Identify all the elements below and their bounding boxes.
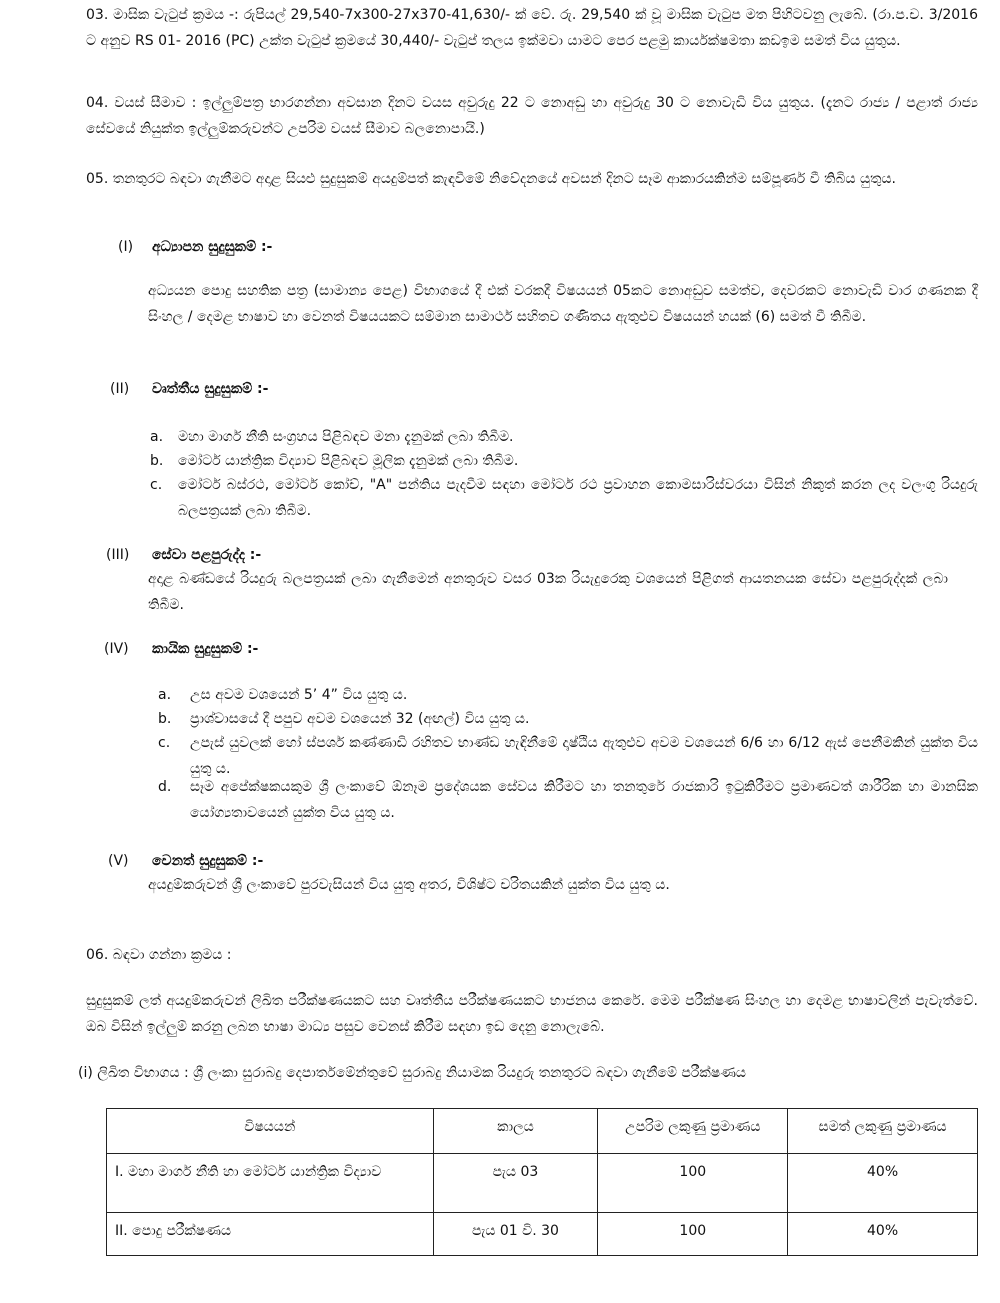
- phys-item-marker: b.: [158, 711, 172, 727]
- voc-item-marker: a.: [150, 429, 164, 445]
- table-header-cell: සමත් ලකුණු ප්‍රමාණය: [788, 1109, 978, 1154]
- table-cell: පැය 03: [433, 1154, 598, 1213]
- edu-text: අධ්‍යයන පොදු සහතික පත්‍ර (සාමාන්‍ය පෙළ) විභාගයේ දී එක් වරකදී විෂයයන් 05කට නොඅඩුව සමත්ව, දෙවරකට නොවැඩි වාර ගණනක දී සිංහල / දෙමළ භාෂාව හා වෙනත් විෂයයකට සම්මාන සාමාර්ථ සහිතව ගණිතය ඇතුළුව විෂයයන් හයක් (6) සමත් වී තිබීම.: [148, 283, 978, 325]
- table-cell: පැය 01 වි. 30: [433, 1213, 598, 1256]
- other-title: වෙනත් සුදුසුකම් :-: [152, 853, 264, 869]
- section-03-salary: 03. මාසික වැටුප් ක්‍රමය -: රුපියල් 29,540-7x300-27x370-41,630/- ක් වේ. රු. 29,540 ක් වූ මාසික වැටුප මත පිහිටවනු ලැබේ. (රා.ප.ච. 3/2016 ට අනුව RS 01- 2016 (PC) උක්ත වැටුප් ක්‍රමයේ 30,440/- වැටුප් තලය ඉක්මවා යාමට පෙර පළමු කාර්යක්ෂමතා කඩඉම සමත් විය යුතුය.: [86, 7, 978, 49]
- table-header-cell: විෂයයන්: [107, 1109, 434, 1154]
- exp-number: (III): [106, 547, 130, 563]
- edu-number: (I): [118, 239, 134, 255]
- phys-item-marker: d.: [158, 779, 172, 795]
- table-cell: I. මහා මාර්ග නීති හා මෝටර් යාන්ත්‍රික විද්‍යාව: [107, 1154, 434, 1213]
- voc-item-text: මෝටර් යාන්ත්‍රික විද්‍යාව පිළිබඳව මූලික දැනුමක් ලබා තිබීම.: [178, 453, 519, 469]
- section-05-qualifications: 05. තනතුරට බඳවා ගැනීමට අදාළ සියළු සුදුසුකම් අයදුම්පත් කැඳවීමේ නිවේදනයේ අවසන් දිනට සෑම ආකාරයකින්ම සම්පූර්ණ වී තිබිය යුතුය.: [86, 171, 897, 187]
- phys-item-text: උස අවම වශයෙන් 5’ 4” විය යුතු ය.: [190, 687, 408, 703]
- section-04-age-limit: 04. වයස් සීමාව : ඉල්ලුම්පත්‍ර භාරගන්නා අවසාන දිනට වයස අවුරුදු 22 ට නොඅඩු හා අවුරුදු 30 ට නොවැඩි විය යුතුය. (දැනට රාජ්‍ය / පළාත් රාජ්‍ය සේවයේ නියුක්ත ඉල්ලුම්කරුවන්ට උපරිම වයස් සීමාව බලනොපායි.): [86, 95, 978, 137]
- other-text: අයදුම්කරුවන් ශ්‍රී ලංකාවේ පුරවැසියන් විය යුතු අතර, විශිෂ්ට චරිතයකින් යුක්ත විය යුතු ය.: [148, 877, 670, 893]
- voc-item-marker: b.: [150, 453, 164, 469]
- table-cell: 100: [598, 1213, 788, 1256]
- table-header-cell: කාලය: [433, 1109, 598, 1154]
- phys-item-text: ප්‍රාශ්වාසයේ දී පපුව අවම වශයෙන් 32 (අඟල්) විය යුතු ය.: [190, 711, 530, 727]
- phys-item-marker: c.: [158, 735, 171, 751]
- voc-item-text: මෝටර් බස්රථ, මෝටර් කෝච්, "A" පන්තිය පැදවීම සඳහා මෝටර් රථ ප්‍රවාහන කොමසාරිස්වරයා විසින් නිකුත් කරන ලද වලංගු රියදුරු බලපත්‍රයක් ලබා තිබීම.: [178, 477, 978, 519]
- table-header-cell: උපරිම ලකුණු ප්‍රමාණය: [598, 1109, 788, 1154]
- table-cell: II. පොදු පරීක්ෂණය: [107, 1213, 434, 1256]
- phys-item-text: සෑම අපේක්ෂකයකුම ශ්‍රී ලංකාවේ ඕනෑම ප්‍රදේශයක සේවය කිරීමට හා තනතුරේ රාජකාරි ඉටුකිරීමට ප්‍රමාණවත් ශාරීරික හා මානසික යෝග්‍යතාවයෙන් යුක්ත විය යුතු ය.: [190, 779, 978, 821]
- table-cell: 40%: [788, 1154, 978, 1213]
- section-06-text: සුදුසුකම් ලත් අයදුම්කරුවන් ලිඛිත පරීක්ෂණයකට සහ වෘත්තීය පරීක්ෂණයකට භාජනය කෙරේ. මෙම පරීක්ෂණ සිංහල හා දෙමළ භාෂාවලින් පැවැත්වේ. ඔබ විසින් ඉල්ලුම් කරනු ලබන භාෂා මාධ්‍ය පසුව වෙනස් කිරීම සඳහා ඉඩ දෙනු නොලැබේ.: [86, 993, 978, 1035]
- phys-number: (IV): [104, 641, 129, 657]
- edu-title: අධ්‍යාපන සුදුසුකම් :-: [152, 239, 273, 255]
- exp-title: සේවා පළපුරුද්ද :-: [152, 547, 262, 563]
- table-cell: 40%: [788, 1213, 978, 1256]
- exam-table: [106, 1108, 978, 1256]
- table-row: [107, 1213, 978, 1256]
- table-header-row: [107, 1109, 978, 1154]
- other-number: (V): [108, 853, 129, 869]
- table-row: [107, 1154, 978, 1213]
- phys-item-text: උපැස් යුවලක් හෝ ස්පර්ශ කණ්ණාඩි රහිතව භාණ්ඩ හැඳිනීමේ දෘෂ්ඨිය ඇතුළුව අවම වශයෙන් 6/6 හා 6/12 ඇස් පෙනීමකින් යුක්ත විය යුතු ය.: [190, 735, 978, 777]
- exp-text: අදාළ බණ්ඩයේ රියදුරු බලපත්‍රයක් ලබා ගැනීමෙන් අනතුරුව වසර 03ක රියැදුරෙකු වශයෙන් පිළිගත් ආයතනයක සේවා පළපුරුද්දක් ලබා තිබීම.: [148, 571, 948, 613]
- voc-item-text: මහා මාර්ග නීති සංග්‍රහය පිළිබඳව මනා දැනුමක් ලබා තිබීම.: [178, 429, 514, 445]
- section-06-title: 06. බඳවා ගන්නා ක්‍රමය :: [86, 947, 232, 963]
- phys-title: කායික සුදුසුකම් :-: [152, 641, 259, 657]
- written-exam-heading: (i) ලිඛිත විභාගය : ශ්‍රී ලංකා සුරාබදු දෙපාර්තමේන්තුවේ සුරාබදු නියාමක රියදුරු තනතුරට බඳවා ගැනීමේ පරීක්ෂණය: [78, 1065, 746, 1081]
- voc-title: වෘත්තීය සුදුසුකම් :-: [152, 381, 269, 397]
- voc-number: (II): [110, 381, 130, 397]
- phys-item-marker: a.: [158, 687, 172, 703]
- table-cell: 100: [598, 1154, 788, 1213]
- voc-item-marker: c.: [150, 477, 163, 493]
